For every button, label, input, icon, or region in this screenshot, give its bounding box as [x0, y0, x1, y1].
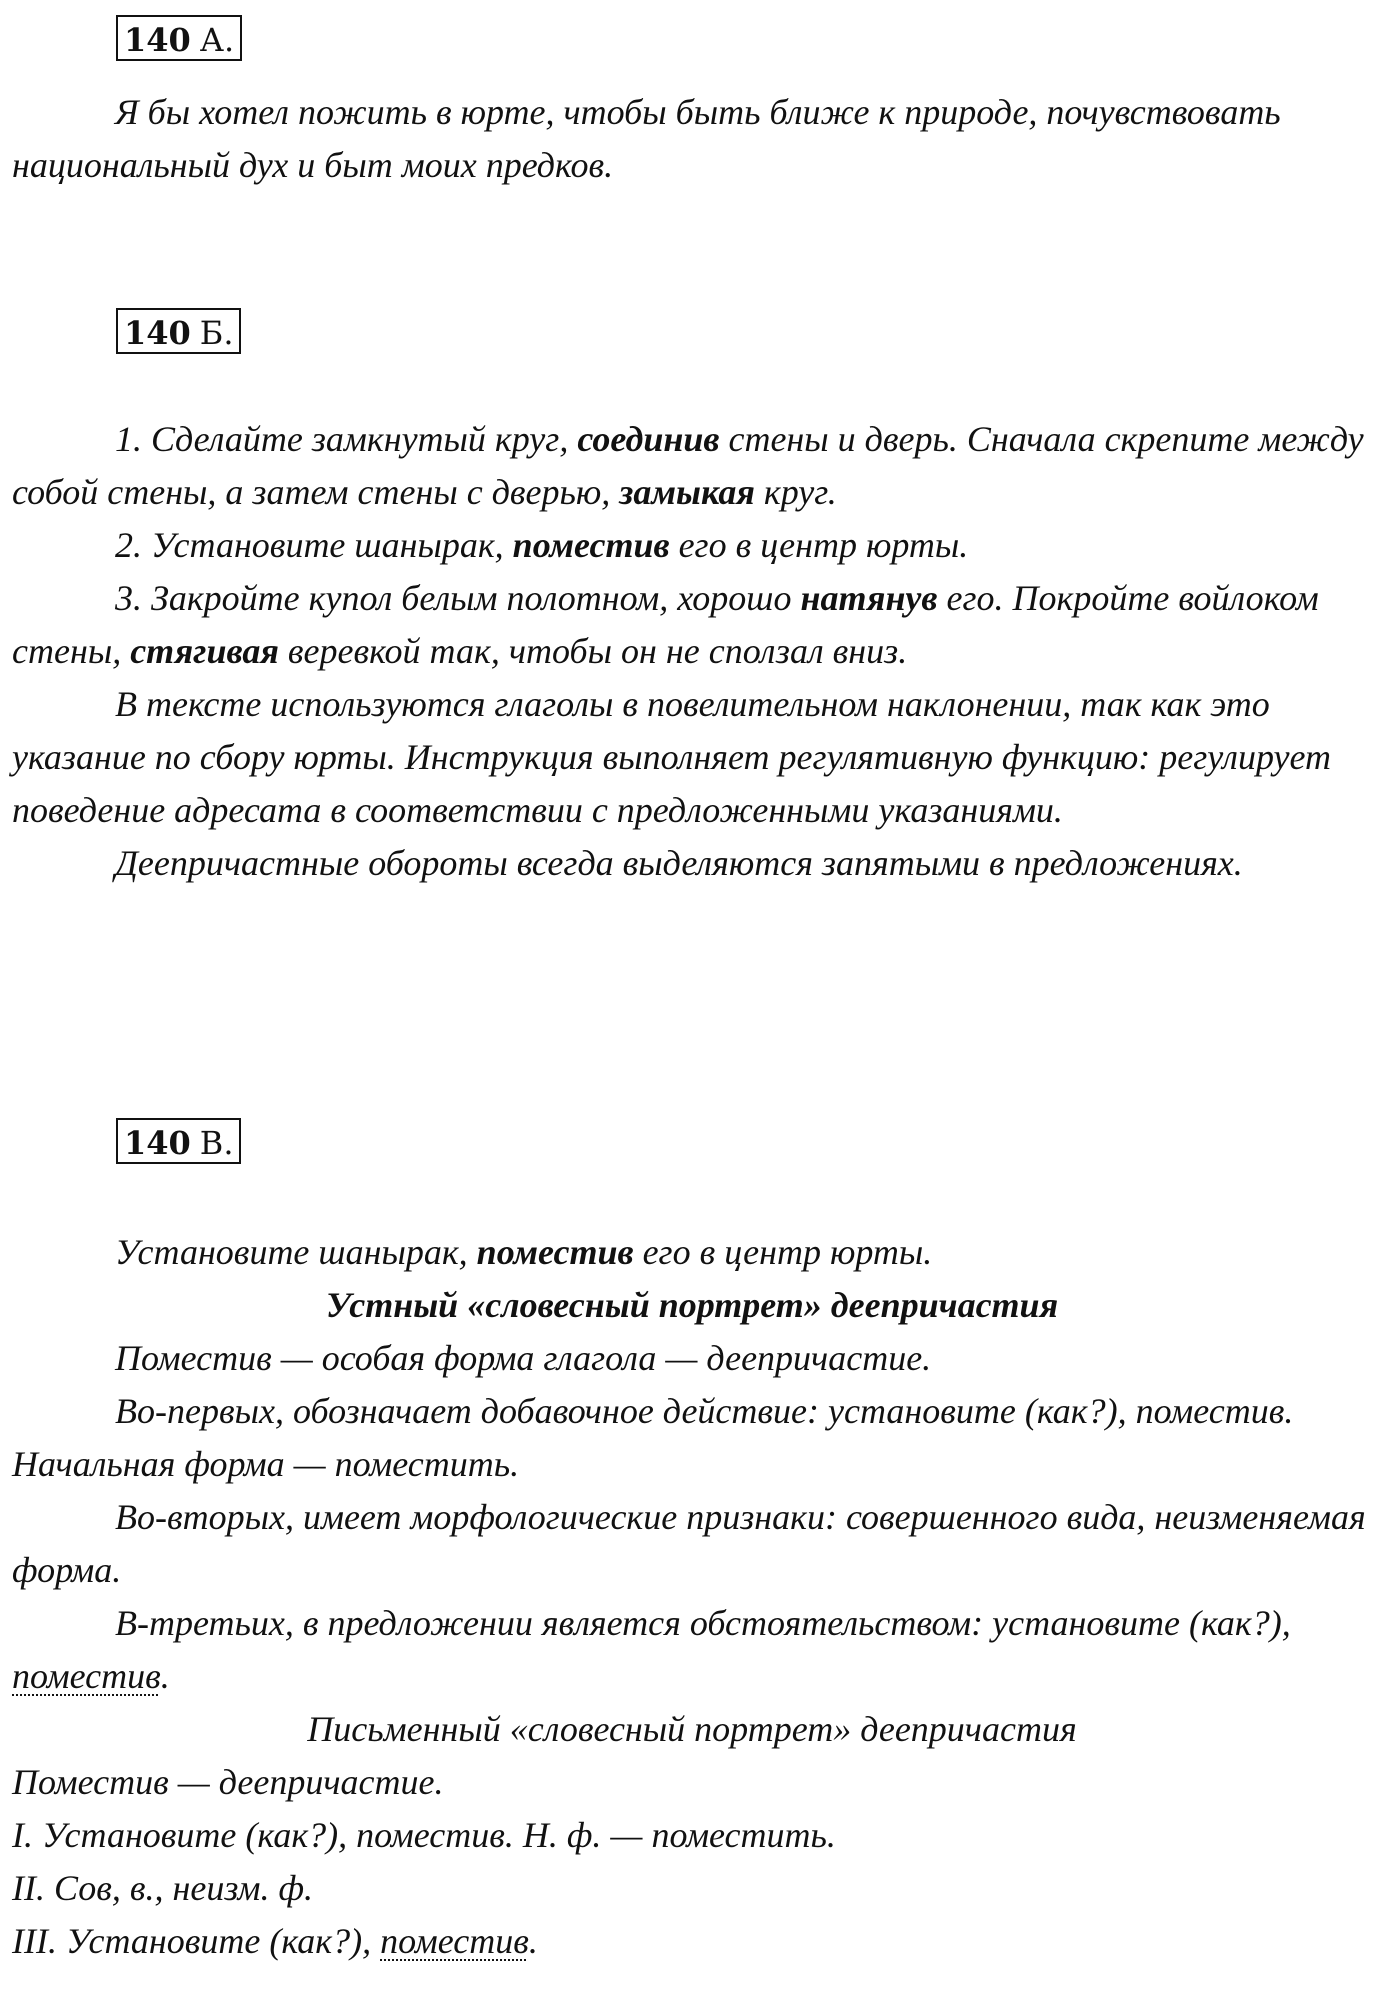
section-a-text [12, 86, 1372, 192]
gerund-bold: натянув [800, 578, 938, 618]
written-portrait-title: Письменный «словесный портрет» деепричастия [307, 1709, 1077, 1749]
example-sentence [12, 1226, 1372, 1279]
paragraph: Деепричастные обороты всегда выделяются запятыми в предложениях. [115, 843, 1243, 883]
instruction-step-1 [12, 413, 1372, 519]
exercise-number: 140 [124, 314, 191, 352]
text-run: В-третьих, в предложении является обстоятельством: установите (как?), [115, 1603, 1291, 1643]
exercise-number-c [116, 1118, 241, 1164]
oral-portrait-title: Устный «словесный портрет» деепричастия [325, 1285, 1059, 1325]
exercise-number: 140 [124, 1124, 191, 1162]
instruction-step-2 [12, 519, 1372, 572]
adverbial-underlined: поместив [380, 1921, 529, 1961]
text-run: его в центр юрты. [669, 525, 969, 565]
text-run: 2. Установите шанырак, [115, 525, 513, 565]
text-run: 3. Закройте купол белым полотном, хорошо [115, 578, 801, 618]
exercise-letter: В. [199, 1124, 234, 1162]
paragraph: I. Установите (как?), поместив. Н. ф. — поместить. [12, 1815, 836, 1855]
exercise-number: 140 [124, 21, 191, 59]
paragraph [12, 1915, 1372, 1968]
exercise-number-a [116, 15, 242, 61]
gerund-bold: замыкая [619, 472, 755, 512]
text-run: III. Установите (как?), [12, 1921, 381, 1961]
text-run: стены и дверь. Сначала скрепите между собой стены, а затем стены с дверью, [12, 419, 1364, 512]
text-run: . [160, 1656, 170, 1696]
exercise-letter: А. [199, 21, 235, 59]
paragraph: Я бы хотел пожить в юрте, чтобы быть ближе к природе, почувствовать национальный дух и быт моих предков. [12, 92, 1281, 185]
section-b-text [12, 413, 1372, 890]
paragraph: Поместив — особая форма глагола — деепричастие. [115, 1338, 932, 1378]
paragraph [12, 1597, 1372, 1703]
section-c-text [12, 1226, 1372, 1968]
paragraph: Во-вторых, имеет морфологические признаки: совершенного вида, неизменяемая форма. [12, 1497, 1366, 1590]
gerund-bold: поместив [476, 1232, 634, 1272]
gerund-bold: соединив [577, 419, 720, 459]
text-run: его в центр юрты. [633, 1232, 933, 1272]
instruction-step-3 [12, 572, 1372, 678]
paragraph: В тексте используются глаголы в повелительном наклонении, так как это указание по сбору юрты. Инструкция выполняет регулятивную функцию: регулирует поведение адресата в соответствии с предложенными указаниями. [12, 684, 1332, 830]
text-run: . [528, 1921, 538, 1961]
text-run: веревкой так, чтобы он не сползал вниз. [278, 631, 908, 671]
text-run: Установите шанырак, [115, 1232, 477, 1272]
text-run: его. Покройте войлоком стены, [12, 578, 1319, 671]
exercise-number-b [116, 308, 241, 354]
gerund-bold: поместив [512, 525, 670, 565]
paragraph: Во-первых, обозначает добавочное действие: установите (как?), поместив. Начальная форма — поместить. [12, 1391, 1294, 1484]
text-run: 1. Сделайте замкнутый круг, [115, 419, 578, 459]
exercise-letter: Б. [199, 314, 234, 352]
gerund-bold: стягивая [130, 631, 279, 671]
adverbial-underlined: поместив [12, 1656, 161, 1696]
text-run: круг. [754, 472, 837, 512]
paragraph: Поместив — деепричастие. [12, 1762, 444, 1802]
paragraph: II. Сов, в., неизм. ф. [12, 1868, 314, 1908]
